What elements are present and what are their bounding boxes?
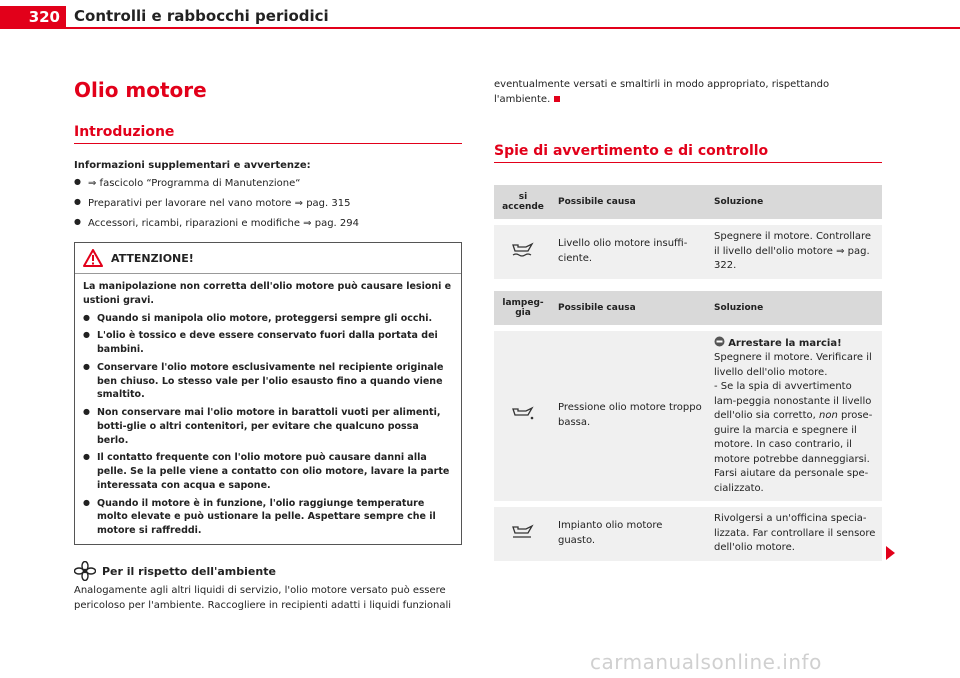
warning-intro: La manipolazione non corretta dell'olio motore può causare lesioni e ustioni gravi. bbox=[83, 281, 452, 306]
environment-text: Analogamente agli altri liquidi di servizio, l'olio motore versato può essere pericoloso per l'ambiente. Raccogliere in recipienti adatti i liquidi funzionali bbox=[74, 585, 452, 612]
table-header: si accende bbox=[494, 185, 552, 219]
left-column bbox=[74, 70, 462, 613]
oil-pressure-icon bbox=[510, 405, 536, 421]
section-title: Olio motore bbox=[74, 78, 207, 102]
page-header bbox=[0, 0, 960, 28]
list-item: ● Preparativi per lavorare nel vano motore ⇒ pag. 315 bbox=[74, 197, 462, 210]
table-cell: Livello olio motore insuffi-ciente. bbox=[552, 225, 708, 279]
end-mark bbox=[554, 96, 560, 102]
page-number: 320 bbox=[0, 6, 66, 28]
table-cell: Impianto olio motore guasto. bbox=[552, 507, 708, 561]
environment-title: Per il rispetto dell'ambiente bbox=[102, 564, 276, 578]
table-cell: Pressione olio motore troppo bassa. bbox=[552, 331, 708, 502]
table-header: Possibile causa bbox=[552, 291, 708, 325]
warning-header bbox=[75, 243, 461, 274]
warning-item: ● Quando si manipola olio motore, proteggersi sempre gli occhi. bbox=[83, 312, 453, 326]
lights-table-flashing bbox=[494, 291, 882, 561]
table-header: lampeg-gia bbox=[494, 291, 552, 325]
warning-item: ● Non conservare mai l'olio motore in barattoli vuoti per alimenti, botti-glie o altri contenitori, per evitare che qualcuno possa berlo. bbox=[83, 406, 453, 447]
environment-header bbox=[74, 561, 462, 581]
watermark: carmanualsonline.info bbox=[590, 650, 822, 674]
warning-item: ● L'olio è tossico e deve essere conservato fuori dalla portata dei bambini. bbox=[83, 329, 453, 357]
table-header: Soluzione bbox=[708, 291, 882, 325]
list-item: ● Accessori, ricambi, riparazioni e modifiche ⇒ pag. 294 bbox=[74, 217, 462, 230]
warning-item: ● Il contatto frequente con l'olio motore può causare danni alla pelle. Se la pelle viene a contatto con olio motore, lavare la parte interessata con acqua e sapone. bbox=[83, 451, 453, 492]
list-item: ● ⇒ fascicolo “Programma di Manutenzione“ bbox=[74, 177, 462, 190]
environment-continuation: eventualmente versati e smaltirli in modo appropriato, rispettando l'ambiente. bbox=[494, 79, 830, 105]
flower-icon bbox=[74, 561, 96, 581]
table-row bbox=[494, 331, 882, 502]
lights-table-steady bbox=[494, 185, 882, 279]
warning-triangle-icon bbox=[83, 249, 103, 267]
table-header: Soluzione bbox=[708, 185, 882, 219]
warning-title: ATTENZIONE! bbox=[111, 251, 194, 265]
table-header: Possibile causa bbox=[552, 185, 708, 219]
table-cell: Arrestare la marcia! Spegnere il motore. Verificare il livello dell'olio motore. - Se la spia di avvertimento lam-peggia nonostante il livello dell'olio sia corretto, non prose-guire la marcia e spegnere il motore. In caso contrario, il motore potrebbe danneggiarsi. Farsi aiutare da personale spe-cializzato. bbox=[708, 331, 882, 502]
intro-heading: Introduzione bbox=[74, 124, 462, 144]
warning-item: ● Conservare l'olio motore esclusivamente nel recipiente originale ben chiuso. Lo stesso vale per l'olio esausto fino a quando viene smaltito. bbox=[83, 361, 453, 402]
info-title: Informazioni supplementari e avvertenze: bbox=[74, 160, 311, 171]
oil-system-icon bbox=[510, 523, 536, 539]
running-title: Controlli e rabbocchi periodici bbox=[74, 7, 329, 25]
info-list bbox=[74, 177, 462, 230]
header-rule bbox=[0, 27, 960, 29]
table-row bbox=[494, 225, 882, 279]
table-row bbox=[494, 507, 882, 561]
table-cell: Spegnere il motore. Controllare il livello dell'olio motore ⇒ pag. 322. bbox=[708, 225, 882, 279]
warning-body bbox=[75, 274, 461, 544]
next-page-arrow bbox=[886, 546, 895, 560]
table-cell: Rivolgersi a un'officina specia-lizzata. Far controllare il sensore dell'olio motore. bbox=[708, 507, 882, 561]
stop-icon bbox=[714, 336, 725, 347]
right-column bbox=[494, 70, 882, 561]
oil-level-icon bbox=[510, 241, 536, 257]
warning-box bbox=[74, 242, 462, 545]
lights-heading: Spie di avvertimento e di controllo bbox=[494, 143, 882, 163]
warning-item: ● Quando il motore è in funzione, l'olio raggiunge temperature molto elevate e può ustionare la pelle. Aspettare sempre che il motore si raffreddi. bbox=[83, 497, 453, 538]
